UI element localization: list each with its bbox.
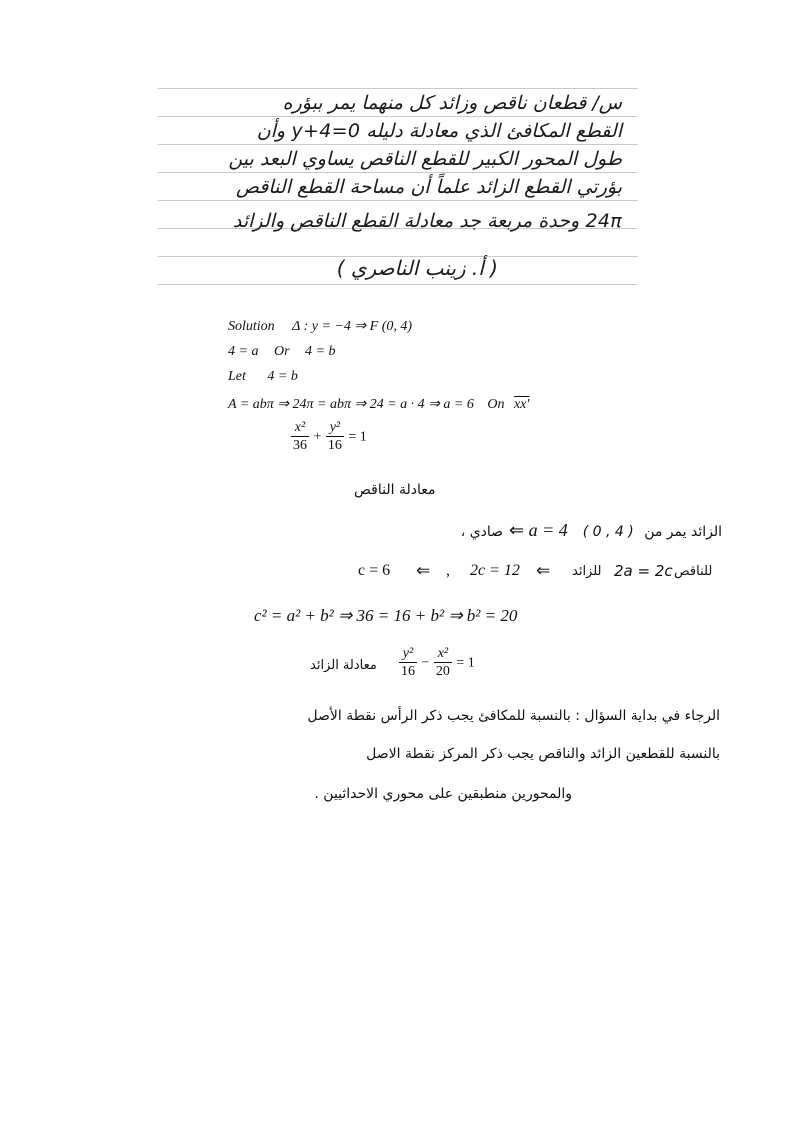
hyperbola-b-derivation: c² = a² + b² ⇒ 36 = 16 + b² ⇒ b² = 20 [254, 606, 518, 625]
c-result: c = 6 [358, 562, 391, 579]
hyperbola-rhs: = 1 [456, 655, 475, 671]
hyperbola-point: ( 0 , 4 ) [582, 524, 634, 540]
hyperbola-term-1-num: y² [399, 646, 417, 663]
ellipse-term-2-num: y² [326, 420, 344, 437]
implies-arrow-1: ⇐ [509, 520, 525, 540]
solution-label: Solution [228, 319, 275, 334]
area-derivation: A = abπ ⇒ 24π = abπ ⇒ 24 = a · 4 ⇒ a = 6 [228, 397, 474, 412]
ellipse-term-1-den: 36 [293, 438, 307, 453]
solution-line-4 [228, 396, 529, 413]
implies-arrow-2: ⇐ [416, 561, 431, 580]
question-line-5: 24π وحدة مربعة جد معادلة القطع الناقص والزائد [232, 210, 622, 232]
hyperbola-focal-distance: 2c = 12 [470, 562, 520, 579]
ellipse-term-1 [291, 420, 309, 455]
option-b: 4 = b [305, 344, 336, 359]
hyperbola-line-2 [358, 562, 722, 584]
hyperbola-term-2 [434, 646, 452, 681]
hyperbola-passes-text: الزائد يمر من [644, 524, 722, 540]
hyperbola-label: للزائد [572, 564, 602, 579]
solution-line-1 [228, 318, 412, 335]
let-word: Let [228, 369, 246, 384]
on-word: On [487, 397, 505, 412]
author-signature: ( أ. زينب الناصري ) [336, 256, 498, 280]
hyperbola-equation [398, 646, 475, 681]
hyperbola-term-1-den: 16 [401, 664, 415, 679]
ellipse-label: للناقص [674, 564, 713, 579]
hyperbola-line-1 [461, 520, 722, 541]
solution-line-2 [228, 344, 335, 360]
directrix-focus: Δ : y = −4 ⇒ F (0, 4) [292, 319, 413, 334]
option-a: 4 = a [228, 344, 259, 359]
ellipse-operator: + [313, 429, 322, 445]
ellipse-major-equals-focal: 2a = 2c [614, 562, 673, 580]
hyperbola-term-2-den: 20 [435, 664, 450, 679]
separator-comma: , [446, 562, 450, 579]
handwritten-question-image [158, 80, 638, 302]
hyperbola-operator: − [421, 655, 430, 671]
vertical-axis-note: صادي ، [460, 524, 504, 540]
implies-arrow-3: ⇐ [536, 561, 551, 580]
question-line-3: طول المحور الكبير للقطع الناقص يساوي البعد بين [228, 148, 622, 170]
ellipse-equation [290, 420, 367, 455]
note-line-2: بالنسبة للقطعين الزائد والناقص يجب ذكر المركز نقطة الاصل [366, 746, 720, 762]
ellipse-term-2-den: 16 [327, 438, 342, 453]
hyperbola-arrow-1 [509, 520, 572, 540]
question-line-4: بؤرتي القطع الزائد علماً أن مساحة القطع الناقص [236, 176, 622, 198]
hyperbola-term-1 [399, 646, 417, 681]
hyperbola-term-2-num: x² [434, 646, 452, 663]
let-value: 4 = b [267, 369, 298, 384]
ellipse-term-1-num: x² [291, 420, 309, 437]
ellipse-term-2 [326, 420, 344, 455]
note-line-3: والمحورين منطبقين على محوري الاحداثيين . [314, 786, 572, 802]
question-line-1: س/ قطعان ناقص وزائد كل منهما يمر ببؤره [282, 92, 622, 114]
hyperbola-equation-label: معادلة الزائد [310, 658, 377, 673]
hyperbola-a-value: a = 4 [528, 520, 568, 540]
major-axis: xx' [513, 397, 530, 412]
or-word: Or [273, 344, 290, 359]
ellipse-equation-label: معادلة الناقص [354, 482, 436, 498]
ellipse-rhs: = 1 [348, 429, 367, 445]
question-line-2: القطع المكافئ الذي معادلة دليله y+4=0 وأن [256, 120, 622, 142]
solution-line-3 [228, 369, 298, 385]
note-line-1: الرجاء في بداية السؤال : بالنسبة للمكافئ يجب ذكر الرأس نقطة الأصل [307, 708, 720, 724]
hyperbola-equation-row [310, 646, 490, 686]
